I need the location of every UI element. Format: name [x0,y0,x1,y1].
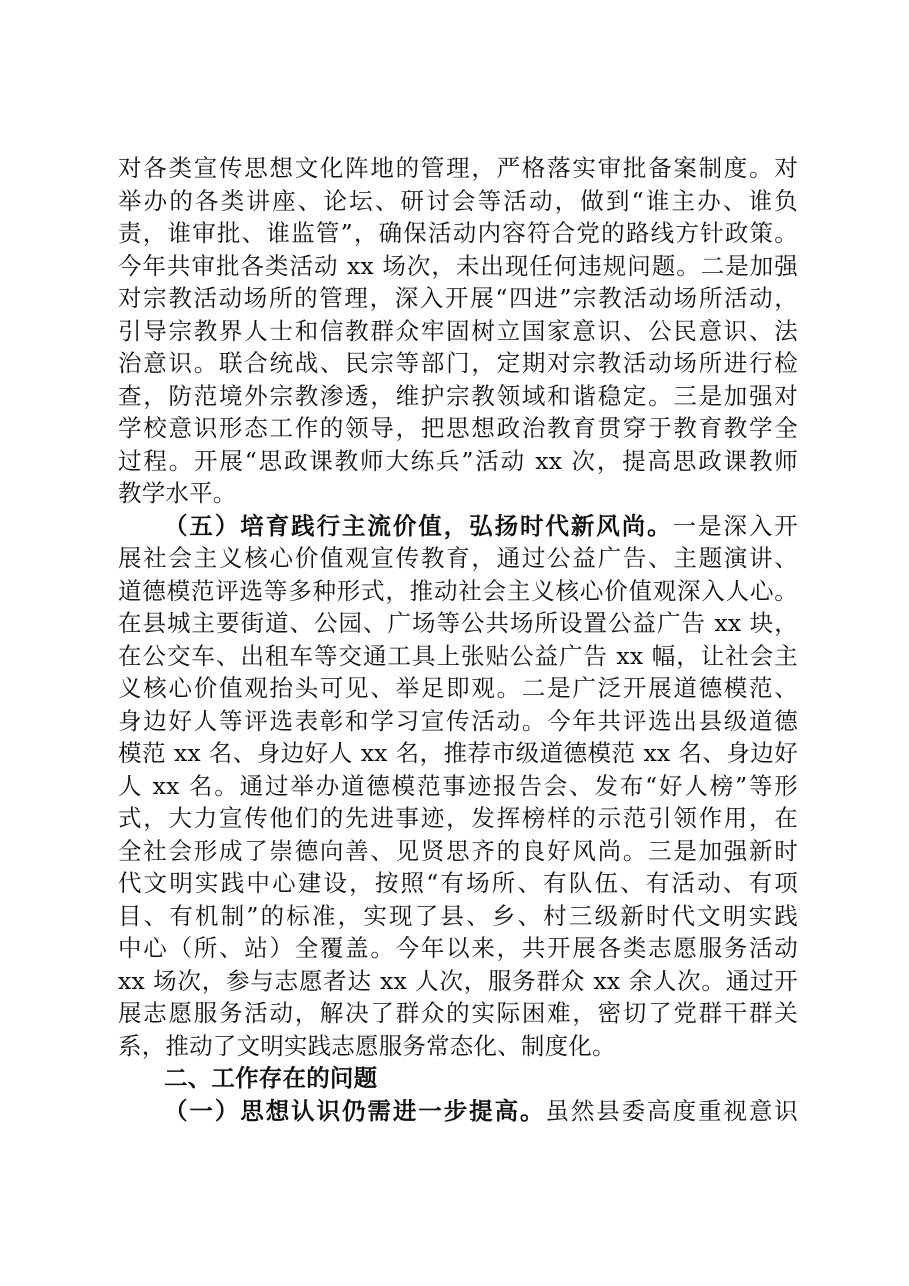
body-line: 对宗教活动场所的管理，深入开展“四进”宗教活动场所活动， [118,284,798,312]
body-line: 今年共审批各类活动 xx 场次，未出现任何违规问题。二是加强 [118,251,798,280]
body-line: 举办的各类讲座、论坛、研讨会等活动，做到“谁主办、谁负 [118,186,798,215]
section-5-first-text: 一是深入开 [672,511,799,540]
section-1-first-line [118,1095,798,1128]
section-5-line: 义核心价值观抬头可见、举足即观。二是广泛开展道德模范、 [118,674,798,702]
document-body [118,152,798,1127]
body-line: 治意识。联合统战、民宗等部门，定期对宗教活动场所进行检 [118,349,798,377]
body-line: 教学水平。 [118,479,237,507]
section-5-first-line [118,510,798,543]
section-5-line: 展社会主义核心价值观宣传教育，通过公益广告、主题演讲、 [118,544,798,572]
section-5-line: 模范 xx 名、身边好人 xx 名，推荐市级道德模范 xx 名、身边好 [118,739,798,767]
section-1-first-text: 虽然县委高度重视意识 [545,1096,798,1125]
section-5-line: 展志愿服务活动，解决了群众的实际困难，密切了党群干群关 [118,999,798,1027]
section-5-line: 代文明实践中心建设，按照“有场所、有队伍、有活动、有项 [118,869,798,897]
body-line: 查，防范境外宗教渗透，维护宗教领域和谐稳定。三是加强对 [118,381,798,410]
body-line: 过程。开展“思政课教师大练兵”活动 xx 次，提高思政课教师 [118,446,798,475]
section-5-title: （五）培育践行主流价值，弘扬时代新风尚。 [164,511,673,540]
section-5-line: 式，大力宣传他们的先进事迹，发挥榜样的示范引领作用，在 [118,804,798,832]
body-line: 对各类宣传思想文化阵地的管理，严格落实审批备案制度。对 [118,154,798,182]
section-1-title: （一）思想认识仍需进一步提高。 [164,1096,546,1125]
section-5-line: 道德模范评选等多种形式，推动社会主义核心价值观深入人心。 [118,576,798,605]
section-5-line: xx 场次，参与志愿者达 xx 人次，服务群众 xx 余人次。通过开 [118,966,798,995]
heading-problems: 二、工作存在的问题 [164,1064,378,1092]
section-5-line: 中心（所、站）全覆盖。今年以来，共开展各类志愿服务活动 [118,934,798,962]
section-5-line: 全社会形成了崇德向善、见贤思齐的良好风尚。三是加强新时 [118,836,798,865]
section-5-line: 系，推动了文明实践志愿服务常态化、制度化。 [118,1031,616,1060]
body-line: 责，谁审批、谁监管”，确保活动内容符合党的路线方针政策。 [118,219,798,247]
section-5-line: 身边好人等评选表彰和学习宣传活动。今年共评选出县级道德 [118,706,798,735]
body-line: 引导宗教界人士和信教群众牢固树立国家意识、公民意识、法 [118,316,798,345]
body-line: 学校意识形态工作的领导，把思想政治教育贯穿于教育教学全 [118,414,798,442]
section-5-line: 在县城主要街道、公园、广场等公共场所设置公益广告 xx 块， [118,609,798,637]
section-5-line: 目、有机制”的标准，实现了县、乡、村三级新时代文明实践 [118,901,798,930]
section-5-line: 人 xx 名。通过举办道德模范事迹报告会、发布“好人榜”等形 [118,771,798,800]
section-5-line: 在公交车、出租车等交通工具上张贴公益广告 xx 幅，让社会主 [118,641,798,670]
